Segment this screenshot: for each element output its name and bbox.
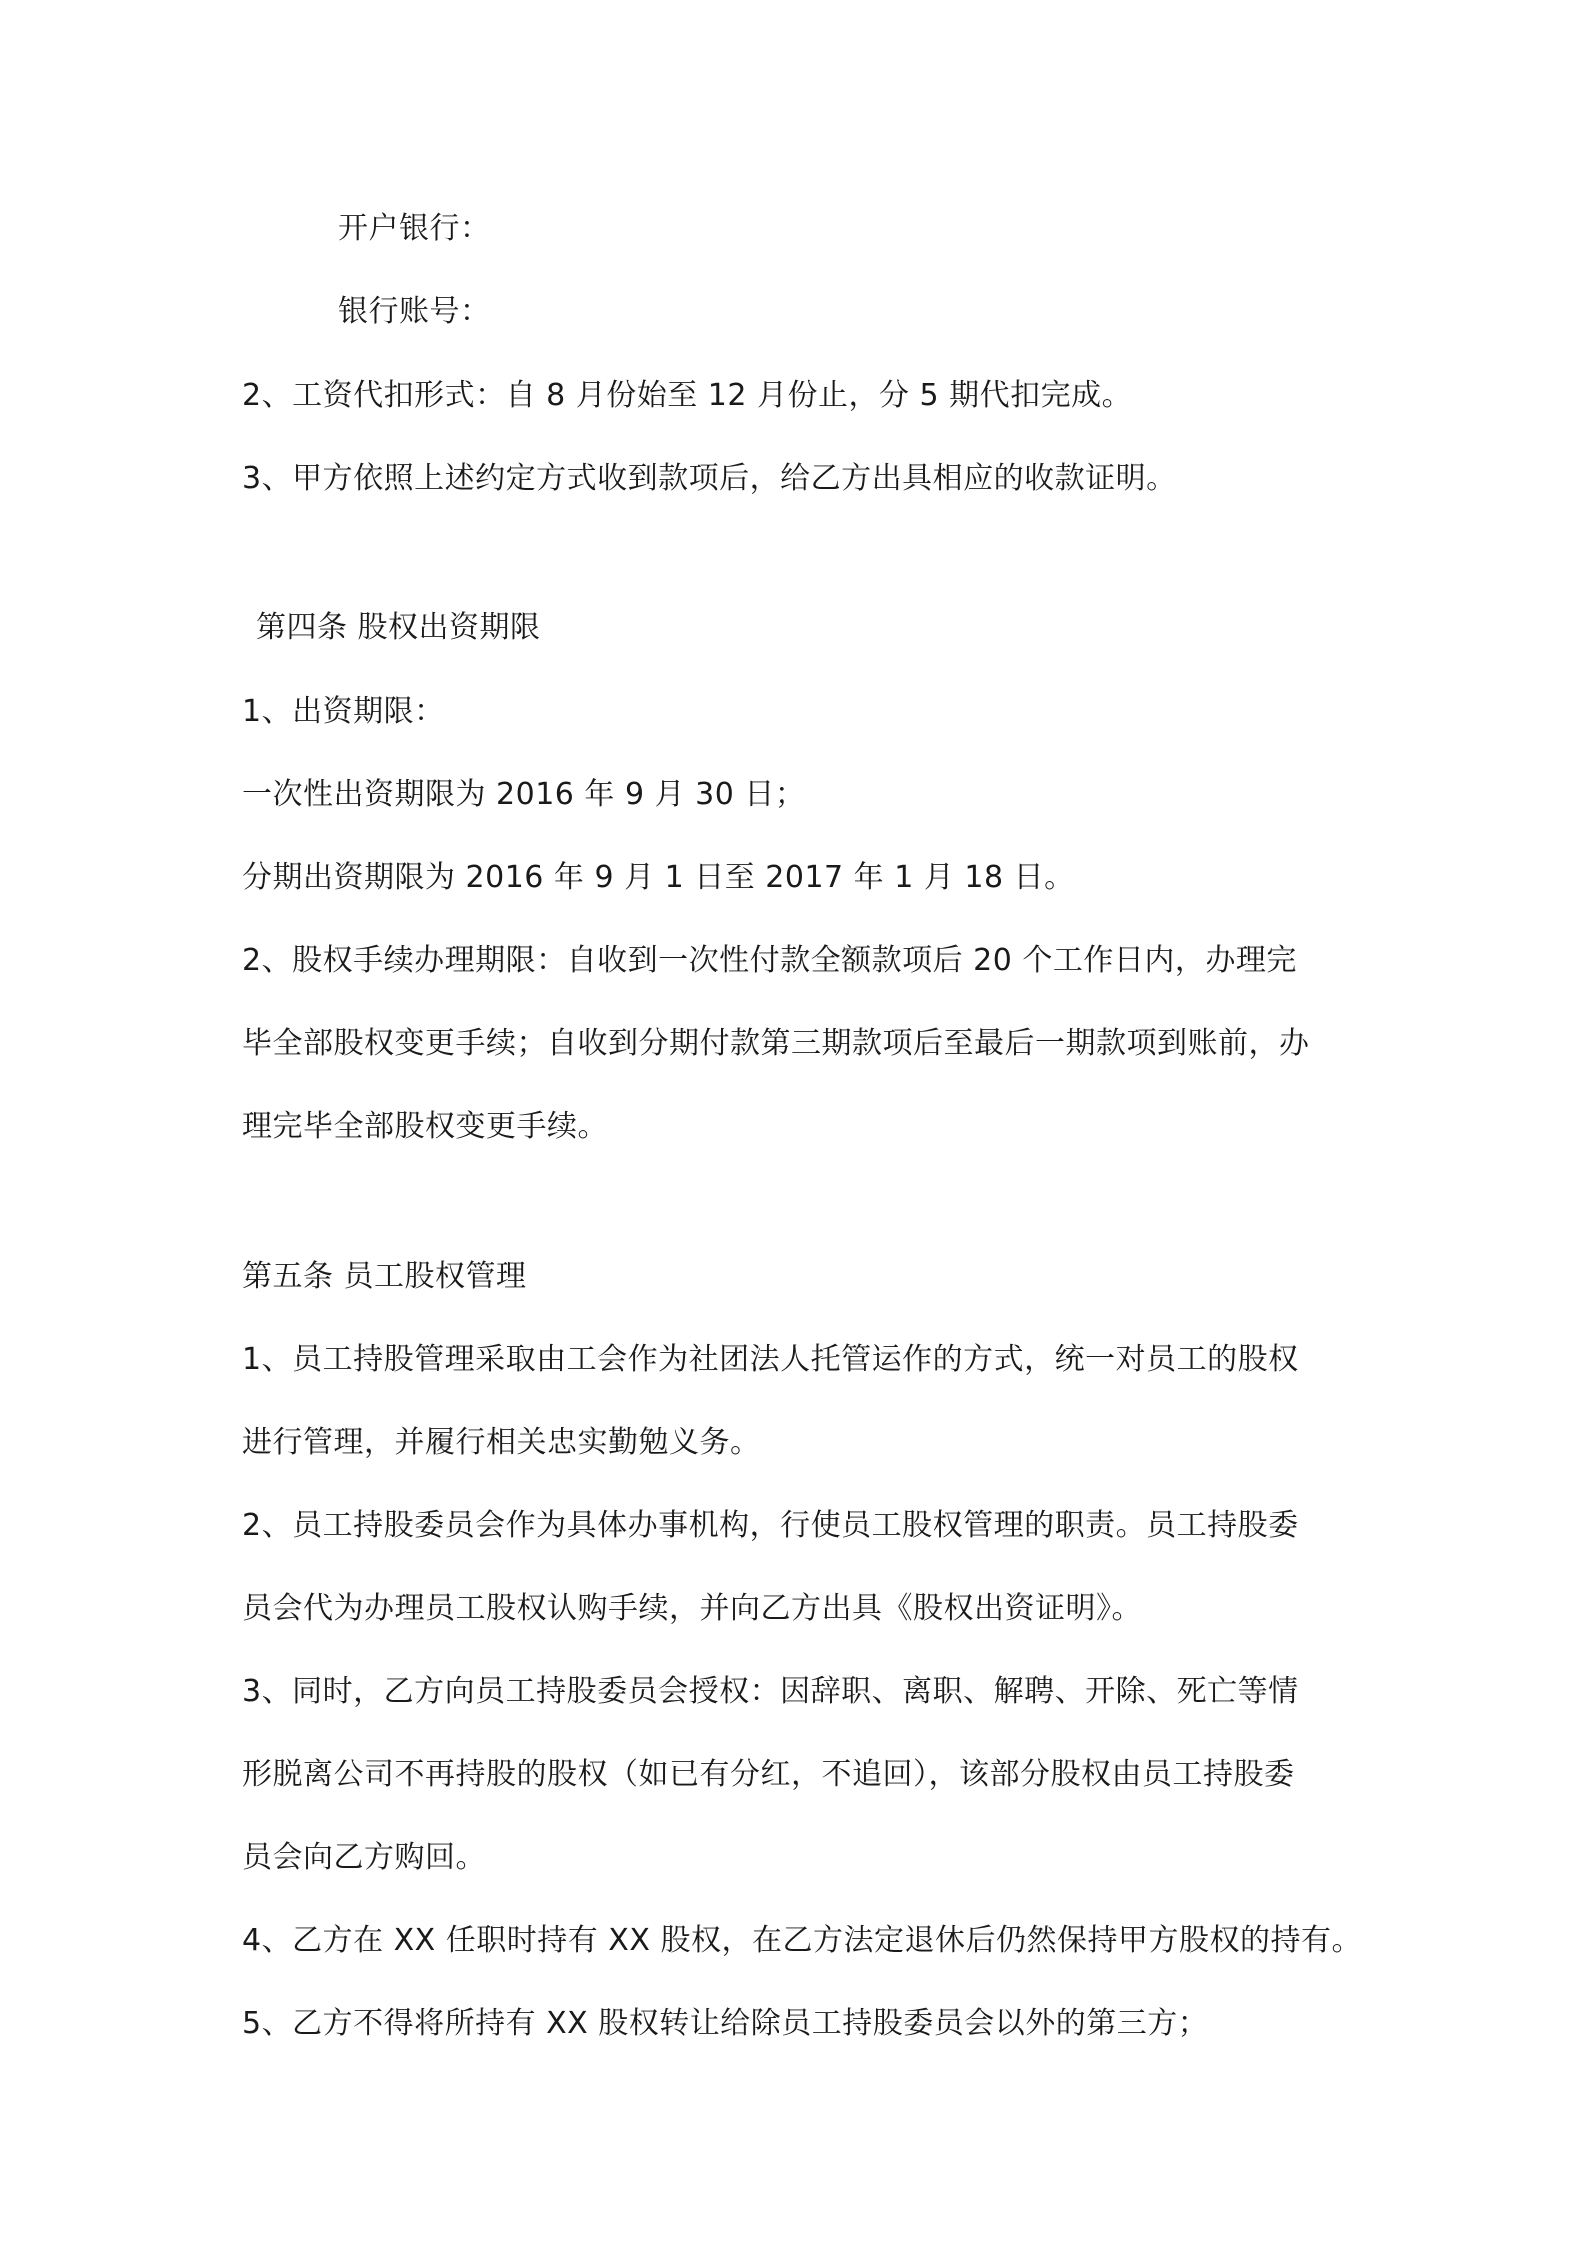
article-5-item-3-line-1: 3、同时，乙方向员工持股委员会授权：因辞职、离职、解聘、开除、死亡等情 [242,1674,1299,1709]
clause-3-item-2: 2、工资代扣形式：自 8 月份始至 12 月份止，分 5 期代扣完成。 [242,378,1133,413]
article-5-item-4: 4、乙方在 XX 任职时持有 XX 股权，在乙方法定退休后仍然保持甲方股权的持有。 [242,1923,1362,1958]
article-5-heading: 第五条 员工股权管理 [242,1259,527,1294]
article-5-item-3-line-3: 员会向乙方购回。 [242,1840,486,1875]
article-5-item-2-line-2: 员会代为办理员工股权认购手续，并向乙方出具《股权出资证明》。 [242,1591,1142,1626]
article-4-item-2-line-2: 毕全部股权变更手续；自收到分期付款第三期款项后至最后一期款项到账前，办 [242,1026,1310,1061]
article-5-item-5: 5、乙方不得将所持有 XX 股权转让给除员工持股委员会以外的第三方； [242,2006,1209,2041]
bank-name-label: 开户银行： [338,211,491,246]
article-5-item-1-line-1: 1、员工持股管理采取由工会作为社团法人托管运作的方式，统一对员工的股权 [242,1342,1299,1377]
clause-3-item-3: 3、甲方依照上述约定方式收到款项后，给乙方出具相应的收款证明。 [242,461,1177,496]
article-4-item-1: 1、出资期限： [242,694,445,729]
bank-account-label: 银行账号： [338,294,491,329]
article-5-item-1-line-2: 进行管理，并履行相关忠实勤勉义务。 [242,1425,761,1460]
article-4-item-2-line-1: 2、股权手续办理期限：自收到一次性付款全额款项后 20 个工作日内，办理完 [242,943,1297,978]
article-5-item-3-line-2: 形脱离公司不再持股的股权（如已有分红，不追回），该部分股权由员工持股委 [242,1757,1295,1792]
article-4-heading: 第四条 股权出资期限 [256,610,541,645]
article-4-item-2-line-3: 理完毕全部股权变更手续。 [242,1109,608,1144]
article-5-item-2-line-1: 2、员工持股委员会作为具体办事机构，行使员工股权管理的职责。员工持股委 [242,1508,1299,1543]
article-4-lump-sum-deadline: 一次性出资期限为 2016 年 9 月 30 日； [242,777,806,812]
article-4-installment-deadline: 分期出资期限为 2016 年 9 月 1 日至 2017 年 1 月 18 日。 [242,860,1075,895]
